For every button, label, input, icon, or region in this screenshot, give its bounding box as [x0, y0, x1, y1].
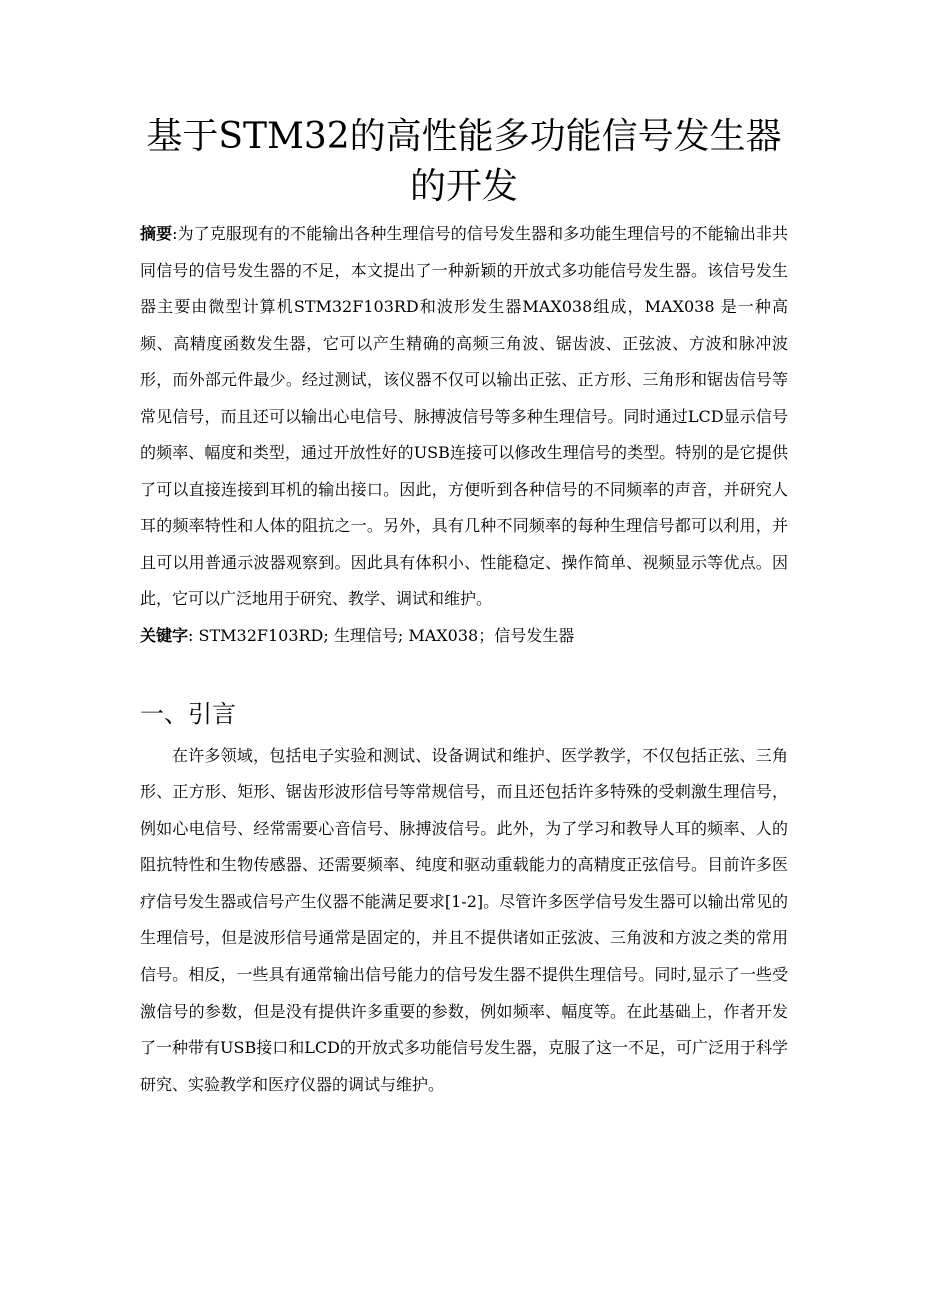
- keywords: [140, 618, 788, 654]
- abstract-text: :为了克服现有的不能输出各种生理信号的信号发生器和多功能生理信号的不能输出非共同信号的信号发生器的不足，本文提出了一种新颖的开放式多功能信号发生器。该信号发生器主要由微型计算机STM32F103RD和波形发生器MAX038组成，MAX038 是一种高频、高精度函数发生器，它可以产生精确的高频三角波、锯齿波、正弦波、方波和脉冲波形，而外部元件最少。经过测试，该仪器不仅可以输出正弦、正方形、三角形和锯齿信号等常见信号，而且还可以输出心电信号、脉搏波信号等多种生理信号。同时通过LCD显示信号的频率、幅度和类型，通过开放性好的USB连接可以修改生理信号的类型。特别的是它提供了可以直接连接到耳机的输出接口。因此，方便听到各种信号的不同频率的声音，并研究人耳的频率特性和人体的阻抗之一。另外，具有几种不同频率的每种生理信号都可以利用，并且可以用普通示波器观察到。因此具有体积小、性能稳定、操作简单、视频显示等优点。因此，它可以广泛地用于研究、教学、调试和维护。: [140, 224, 788, 608]
- paper-page: [140, 112, 788, 1103]
- title-line-2: 的开发: [409, 166, 518, 207]
- section-heading-introduction: 一、引言: [140, 699, 236, 728]
- abstract: [140, 216, 788, 618]
- introduction-paragraph: 在许多领域，包括电子实验和测试、设备调试和维护、医学教学，不仅包括正弦、三角形、正方形、矩形、锯齿形波形信号等常规信号，而且还包括许多特殊的受刺激生理信号，例如心电信号、经常需要心音信号、脉搏波信号。此外，为了学习和教导人耳的频率、人的阻抗特性和生物传感器、还需要频率、纯度和驱动重载能力的高精度正弦信号。目前许多医疗信号发生器或信号产生仪器不能满足要求[1-2]。尽管许多医学信号发生器可以输出常见的生理信号，但是波形信号通常是固定的，并且不提供诸如正弦波、三角波和方波之类的常用信号。相反，一些具有通常输出信号能力的信号发生器不提供生理信号。同时,显示了一些受激信号的参数，但是没有提供许多重要的参数，例如频率、幅度等。在此基础上，作者开发了一种带有USB接口和LCD的开放式多功能信号发生器，克服了这一不足，可广泛用于科学研究、实验教学和医疗仪器的调试与维护。: [140, 745, 788, 1094]
- abstract-label: 摘要: [140, 224, 173, 243]
- paper-title: [140, 112, 788, 212]
- keywords-text: : STM32F103RD; 生理信号; MAX038；信号发生器: [188, 625, 575, 645]
- title-line-1: 基于STM32的高性能多功能信号发生器: [146, 116, 782, 157]
- keywords-label: 关键字: [140, 625, 189, 645]
